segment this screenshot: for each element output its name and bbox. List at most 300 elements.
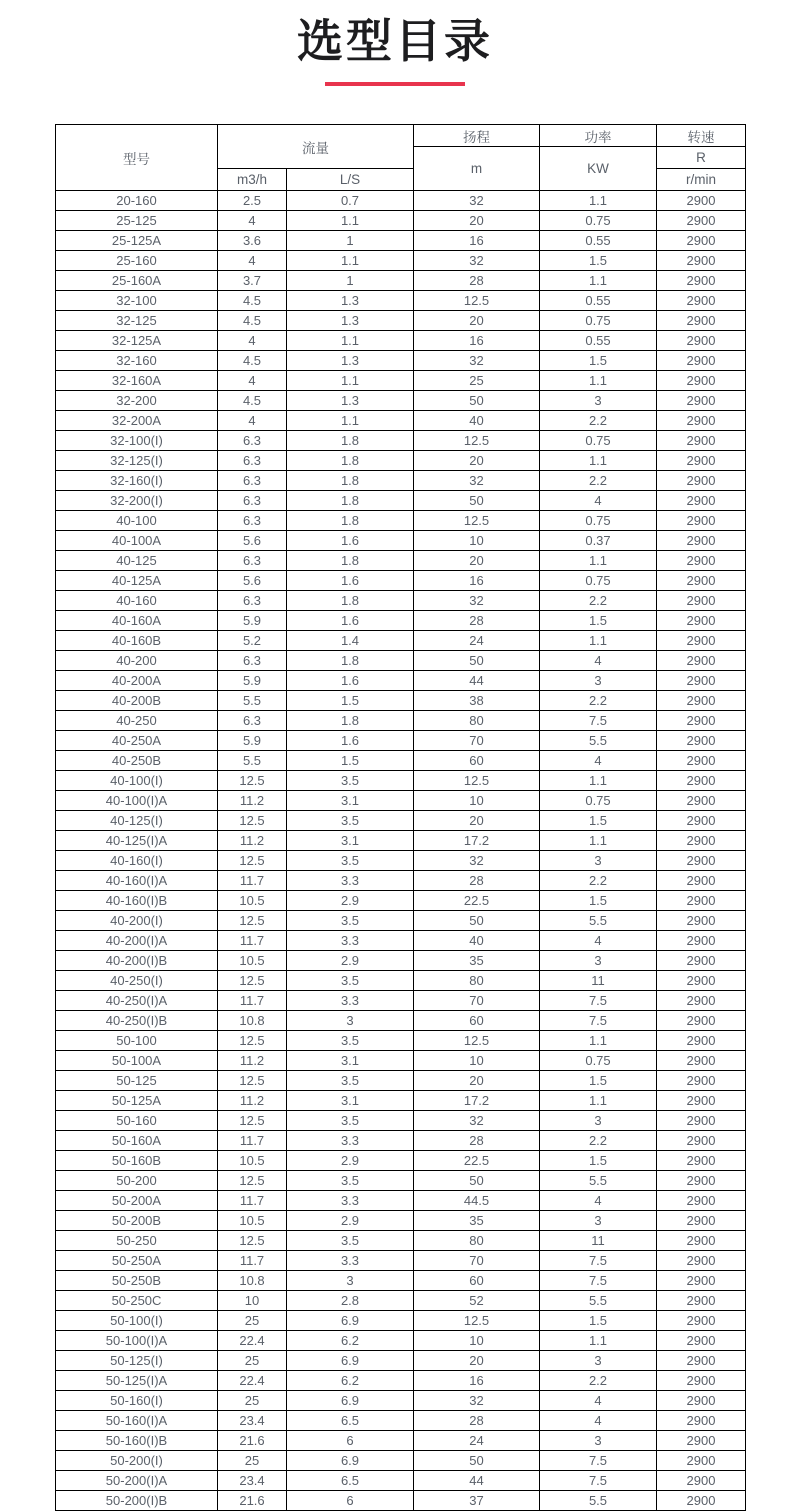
value-cell: 12.5 (218, 851, 287, 871)
header-row-1 (56, 125, 746, 147)
value-cell: 4 (540, 751, 657, 771)
value-cell: 3 (287, 1271, 414, 1291)
value-cell: 38 (414, 691, 540, 711)
value-cell: 12.5 (218, 771, 287, 791)
value-cell: 1.1 (540, 1091, 657, 1111)
value-cell: 2.2 (540, 471, 657, 491)
value-cell: 12.5 (414, 1031, 540, 1051)
table-row (56, 371, 746, 391)
value-cell: 1.1 (287, 371, 414, 391)
value-cell: 3.1 (287, 831, 414, 851)
value-cell: 2900 (657, 1491, 746, 1511)
value-cell: 2900 (657, 331, 746, 351)
value-cell: 2900 (657, 1411, 746, 1431)
value-cell: 1.1 (287, 251, 414, 271)
value-cell: 3.5 (287, 1071, 414, 1091)
value-cell: 4.5 (218, 291, 287, 311)
model-cell: 40-250(I) (56, 971, 218, 991)
value-cell: 12.5 (414, 431, 540, 451)
value-cell: 44 (414, 671, 540, 691)
table-row (56, 771, 746, 791)
value-cell: 6.9 (287, 1311, 414, 1331)
table-row (56, 651, 746, 671)
table-row (56, 1431, 746, 1451)
value-cell: 10.5 (218, 1211, 287, 1231)
model-cell: 50-100(I) (56, 1311, 218, 1331)
table-row (56, 1391, 746, 1411)
value-cell: 17.2 (414, 831, 540, 851)
value-cell: 1.5 (540, 1151, 657, 1171)
table-row (56, 331, 746, 351)
value-cell: 16 (414, 1371, 540, 1391)
value-cell: 1.3 (287, 391, 414, 411)
value-cell: 2900 (657, 371, 746, 391)
table-row (56, 991, 746, 1011)
value-cell: 25 (218, 1351, 287, 1371)
table-row (56, 1231, 746, 1251)
value-cell: 3 (287, 1011, 414, 1031)
table-row (56, 1131, 746, 1151)
value-cell: 2900 (657, 1031, 746, 1051)
value-cell: 2900 (657, 431, 746, 451)
value-cell: 60 (414, 1011, 540, 1031)
value-cell: 5.5 (218, 691, 287, 711)
value-cell: 32 (414, 1391, 540, 1411)
value-cell: 4 (218, 211, 287, 231)
model-cell: 25-125A (56, 231, 218, 251)
value-cell: 2900 (657, 671, 746, 691)
model-cell: 32-100 (56, 291, 218, 311)
value-cell: 0.7 (287, 191, 414, 211)
table-row (56, 491, 746, 511)
value-cell: 50 (414, 651, 540, 671)
value-cell: 0.75 (540, 311, 657, 331)
model-cell: 40-100 (56, 511, 218, 531)
value-cell: 1.1 (540, 551, 657, 571)
value-cell: 11.2 (218, 1051, 287, 1071)
value-cell: 3.5 (287, 811, 414, 831)
table-row (56, 231, 746, 251)
value-cell: 7.5 (540, 991, 657, 1011)
value-cell: 2.2 (540, 411, 657, 431)
value-cell: 7.5 (540, 1251, 657, 1271)
value-cell: 4 (540, 931, 657, 951)
value-cell: 12.5 (218, 1111, 287, 1131)
model-cell: 50-250A (56, 1251, 218, 1271)
table-row (56, 191, 746, 211)
table-row (56, 851, 746, 871)
value-cell: 1.1 (540, 271, 657, 291)
value-cell: 3.1 (287, 1051, 414, 1071)
table-row (56, 1071, 746, 1091)
value-cell: 1.1 (540, 451, 657, 471)
value-cell: 1.6 (287, 671, 414, 691)
col-header-flow-unit-m3h: m3/h (218, 169, 287, 191)
value-cell: 2900 (657, 991, 746, 1011)
value-cell: 2900 (657, 571, 746, 591)
model-cell: 50-160B (56, 1151, 218, 1171)
value-cell: 2900 (657, 871, 746, 891)
value-cell: 1.1 (287, 331, 414, 351)
page-title: 选型目录 (297, 15, 493, 67)
table-row (56, 611, 746, 631)
value-cell: 6.5 (287, 1411, 414, 1431)
value-cell: 3.3 (287, 991, 414, 1011)
value-cell: 4 (540, 651, 657, 671)
value-cell: 3.7 (218, 271, 287, 291)
value-cell: 2900 (657, 1051, 746, 1071)
model-cell: 40-125(I) (56, 811, 218, 831)
table-row (56, 1031, 746, 1051)
value-cell: 22.4 (218, 1371, 287, 1391)
value-cell: 2900 (657, 1431, 746, 1451)
table-row (56, 791, 746, 811)
value-cell: 2.9 (287, 1211, 414, 1231)
value-cell: 1.5 (540, 251, 657, 271)
value-cell: 5.5 (540, 1171, 657, 1191)
value-cell: 2.2 (540, 871, 657, 891)
value-cell: 3 (540, 1111, 657, 1131)
value-cell: 3.3 (287, 931, 414, 951)
value-cell: 5.5 (540, 1291, 657, 1311)
value-cell: 1.4 (287, 631, 414, 651)
value-cell: 0.75 (540, 211, 657, 231)
value-cell: 1.1 (540, 831, 657, 851)
value-cell: 50 (414, 1451, 540, 1471)
value-cell: 11.7 (218, 931, 287, 951)
value-cell: 11.7 (218, 1251, 287, 1271)
pump-selection-table (55, 124, 746, 1511)
model-cell: 40-125A (56, 571, 218, 591)
value-cell: 3 (540, 1351, 657, 1371)
table-row (56, 511, 746, 531)
value-cell: 12.5 (218, 1071, 287, 1091)
value-cell: 4 (540, 491, 657, 511)
value-cell: 2.2 (540, 691, 657, 711)
value-cell: 1.3 (287, 291, 414, 311)
value-cell: 1.8 (287, 711, 414, 731)
value-cell: 2.9 (287, 891, 414, 911)
model-cell: 50-125 (56, 1071, 218, 1091)
value-cell: 44 (414, 1471, 540, 1491)
value-cell: 20 (414, 1351, 540, 1371)
value-cell: 1.1 (540, 631, 657, 651)
table-row (56, 451, 746, 471)
value-cell: 25 (218, 1311, 287, 1331)
value-cell: 1.1 (287, 211, 414, 231)
value-cell: 3 (540, 671, 657, 691)
value-cell: 1.1 (540, 1031, 657, 1051)
model-cell: 50-125(I)A (56, 1371, 218, 1391)
value-cell: 12.5 (414, 291, 540, 311)
value-cell: 1.1 (540, 371, 657, 391)
model-cell: 50-160 (56, 1111, 218, 1131)
value-cell: 10.8 (218, 1011, 287, 1031)
value-cell: 2900 (657, 951, 746, 971)
value-cell: 6.3 (218, 471, 287, 491)
value-cell: 1.5 (540, 811, 657, 831)
value-cell: 10 (414, 1331, 540, 1351)
value-cell: 3 (540, 951, 657, 971)
value-cell: 1.6 (287, 731, 414, 751)
value-cell: 60 (414, 751, 540, 771)
value-cell: 70 (414, 731, 540, 751)
value-cell: 2.9 (287, 951, 414, 971)
value-cell: 2.9 (287, 1151, 414, 1171)
table-row (56, 1111, 746, 1131)
value-cell: 1.1 (540, 771, 657, 791)
model-cell: 25-160 (56, 251, 218, 271)
value-cell: 6.9 (287, 1351, 414, 1371)
value-cell: 7.5 (540, 1271, 657, 1291)
value-cell: 2900 (657, 911, 746, 931)
table-row (56, 311, 746, 331)
value-cell: 1.8 (287, 431, 414, 451)
table-header (56, 125, 746, 191)
value-cell: 25 (414, 371, 540, 391)
model-cell: 20-160 (56, 191, 218, 211)
value-cell: 2900 (657, 551, 746, 571)
model-cell: 32-125 (56, 311, 218, 331)
model-cell: 40-100A (56, 531, 218, 551)
model-cell: 40-250B (56, 751, 218, 771)
value-cell: 4.5 (218, 351, 287, 371)
value-cell: 0.55 (540, 331, 657, 351)
model-cell: 40-200A (56, 671, 218, 691)
value-cell: 16 (414, 331, 540, 351)
table-row (56, 1491, 746, 1511)
model-cell: 40-160 (56, 591, 218, 611)
model-cell: 40-125(I)A (56, 831, 218, 851)
value-cell: 2900 (657, 1091, 746, 1111)
col-header-speed: 转速 (657, 125, 746, 147)
value-cell: 1.1 (540, 191, 657, 211)
model-cell: 50-125A (56, 1091, 218, 1111)
model-cell: 32-125(I) (56, 451, 218, 471)
value-cell: 12.5 (218, 1231, 287, 1251)
value-cell: 1.5 (287, 691, 414, 711)
model-cell: 50-160(I)A (56, 1411, 218, 1431)
value-cell: 2900 (657, 731, 746, 751)
table-row (56, 1091, 746, 1111)
table-row (56, 1451, 746, 1471)
value-cell: 6.2 (287, 1331, 414, 1351)
value-cell: 3 (540, 851, 657, 871)
value-cell: 2900 (657, 471, 746, 491)
col-header-power-unit: KW (540, 147, 657, 191)
value-cell: 1.8 (287, 511, 414, 531)
value-cell: 10 (414, 1051, 540, 1071)
value-cell: 32 (414, 591, 540, 611)
value-cell: 4.5 (218, 311, 287, 331)
model-cell: 40-160B (56, 631, 218, 651)
value-cell: 1.1 (287, 411, 414, 431)
col-header-speed-unit-rmin: r/min (657, 169, 746, 191)
value-cell: 7.5 (540, 1471, 657, 1491)
value-cell: 3.1 (287, 791, 414, 811)
table-row (56, 631, 746, 651)
value-cell: 11.2 (218, 791, 287, 811)
table-row (56, 1311, 746, 1331)
col-header-flow: 流量 (218, 125, 414, 169)
value-cell: 70 (414, 1251, 540, 1271)
value-cell: 1.5 (540, 1071, 657, 1091)
value-cell: 1.3 (287, 311, 414, 331)
value-cell: 2.2 (540, 591, 657, 611)
value-cell: 11.7 (218, 871, 287, 891)
table-row (56, 731, 746, 751)
value-cell: 0.55 (540, 231, 657, 251)
value-cell: 6.3 (218, 651, 287, 671)
value-cell: 21.6 (218, 1491, 287, 1511)
model-cell: 40-100(I) (56, 771, 218, 791)
model-cell: 40-160(I)B (56, 891, 218, 911)
value-cell: 3.1 (287, 1091, 414, 1111)
value-cell: 2900 (657, 1291, 746, 1311)
value-cell: 10.5 (218, 891, 287, 911)
table-row (56, 671, 746, 691)
value-cell: 3.3 (287, 1131, 414, 1151)
value-cell: 11.7 (218, 1191, 287, 1211)
value-cell: 3 (540, 1211, 657, 1231)
model-cell: 50-200(I)B (56, 1491, 218, 1511)
value-cell: 80 (414, 971, 540, 991)
value-cell: 20 (414, 551, 540, 571)
value-cell: 1.8 (287, 551, 414, 571)
title-underline-accent (325, 82, 465, 86)
table-row (56, 931, 746, 951)
model-cell: 32-160(I) (56, 471, 218, 491)
value-cell: 7.5 (540, 711, 657, 731)
value-cell: 44.5 (414, 1191, 540, 1211)
table-row (56, 751, 746, 771)
table-row (56, 211, 746, 231)
value-cell: 2900 (657, 751, 746, 771)
value-cell: 10 (414, 531, 540, 551)
value-cell: 11 (540, 971, 657, 991)
table-row (56, 871, 746, 891)
value-cell: 32 (414, 351, 540, 371)
value-cell: 10 (414, 791, 540, 811)
value-cell: 2900 (657, 971, 746, 991)
table-row (56, 251, 746, 271)
model-cell: 50-100 (56, 1031, 218, 1051)
value-cell: 2900 (657, 1271, 746, 1291)
value-cell: 50 (414, 491, 540, 511)
model-cell: 25-125 (56, 211, 218, 231)
model-cell: 40-160(I)A (56, 871, 218, 891)
value-cell: 80 (414, 711, 540, 731)
model-cell: 40-250A (56, 731, 218, 751)
table-row (56, 531, 746, 551)
value-cell: 50 (414, 391, 540, 411)
value-cell: 3 (540, 391, 657, 411)
value-cell: 5.9 (218, 731, 287, 751)
value-cell: 2900 (657, 1151, 746, 1171)
model-cell: 40-160(I) (56, 851, 218, 871)
value-cell: 4 (540, 1411, 657, 1431)
value-cell: 2900 (657, 1211, 746, 1231)
value-cell: 2900 (657, 1171, 746, 1191)
value-cell: 6.3 (218, 511, 287, 531)
value-cell: 2900 (657, 271, 746, 291)
value-cell: 28 (414, 1411, 540, 1431)
model-cell: 50-200A (56, 1191, 218, 1211)
value-cell: 17.2 (414, 1091, 540, 1111)
value-cell: 80 (414, 1231, 540, 1251)
model-cell: 40-200(I)A (56, 931, 218, 951)
value-cell: 5.5 (540, 911, 657, 931)
value-cell: 28 (414, 611, 540, 631)
value-cell: 2900 (657, 251, 746, 271)
value-cell: 6.9 (287, 1451, 414, 1471)
value-cell: 3.5 (287, 1111, 414, 1131)
model-cell: 32-200 (56, 391, 218, 411)
value-cell: 2900 (657, 1131, 746, 1151)
table-row (56, 351, 746, 371)
value-cell: 50 (414, 1171, 540, 1191)
table-row (56, 811, 746, 831)
value-cell: 5.5 (540, 731, 657, 751)
value-cell: 12.5 (218, 1031, 287, 1051)
value-cell: 2900 (657, 411, 746, 431)
value-cell: 32 (414, 1111, 540, 1131)
value-cell: 3.5 (287, 971, 414, 991)
model-cell: 32-200A (56, 411, 218, 431)
model-cell: 50-160A (56, 1131, 218, 1151)
value-cell: 6.9 (287, 1391, 414, 1411)
table-row (56, 1371, 746, 1391)
value-cell: 2900 (657, 1231, 746, 1251)
value-cell: 23.4 (218, 1411, 287, 1431)
value-cell: 3.5 (287, 911, 414, 931)
table-row (56, 1331, 746, 1351)
value-cell: 25 (218, 1451, 287, 1471)
value-cell: 11.7 (218, 1131, 287, 1151)
value-cell: 2.2 (540, 1131, 657, 1151)
model-cell: 40-160A (56, 611, 218, 631)
value-cell: 4 (218, 411, 287, 431)
value-cell: 2900 (657, 651, 746, 671)
value-cell: 5.6 (218, 571, 287, 591)
table-row (56, 1471, 746, 1491)
model-cell: 50-100(I)A (56, 1331, 218, 1351)
value-cell: 12.5 (414, 1311, 540, 1331)
value-cell: 1 (287, 271, 414, 291)
model-cell: 40-200 (56, 651, 218, 671)
table-row (56, 551, 746, 571)
value-cell: 11.2 (218, 1091, 287, 1111)
table-row (56, 971, 746, 991)
value-cell: 0.75 (540, 1051, 657, 1071)
value-cell: 6.3 (218, 431, 287, 451)
value-cell: 40 (414, 411, 540, 431)
value-cell: 2900 (657, 711, 746, 731)
value-cell: 0.55 (540, 291, 657, 311)
value-cell: 2900 (657, 631, 746, 651)
value-cell: 2900 (657, 1191, 746, 1211)
table-row (56, 691, 746, 711)
value-cell: 2900 (657, 811, 746, 831)
model-cell: 50-160(I)B (56, 1431, 218, 1451)
value-cell: 1.8 (287, 471, 414, 491)
value-cell: 2900 (657, 1451, 746, 1471)
value-cell: 2900 (657, 491, 746, 511)
table-row (56, 1251, 746, 1271)
value-cell: 3.5 (287, 851, 414, 871)
value-cell: 2900 (657, 611, 746, 631)
value-cell: 1.3 (287, 351, 414, 371)
